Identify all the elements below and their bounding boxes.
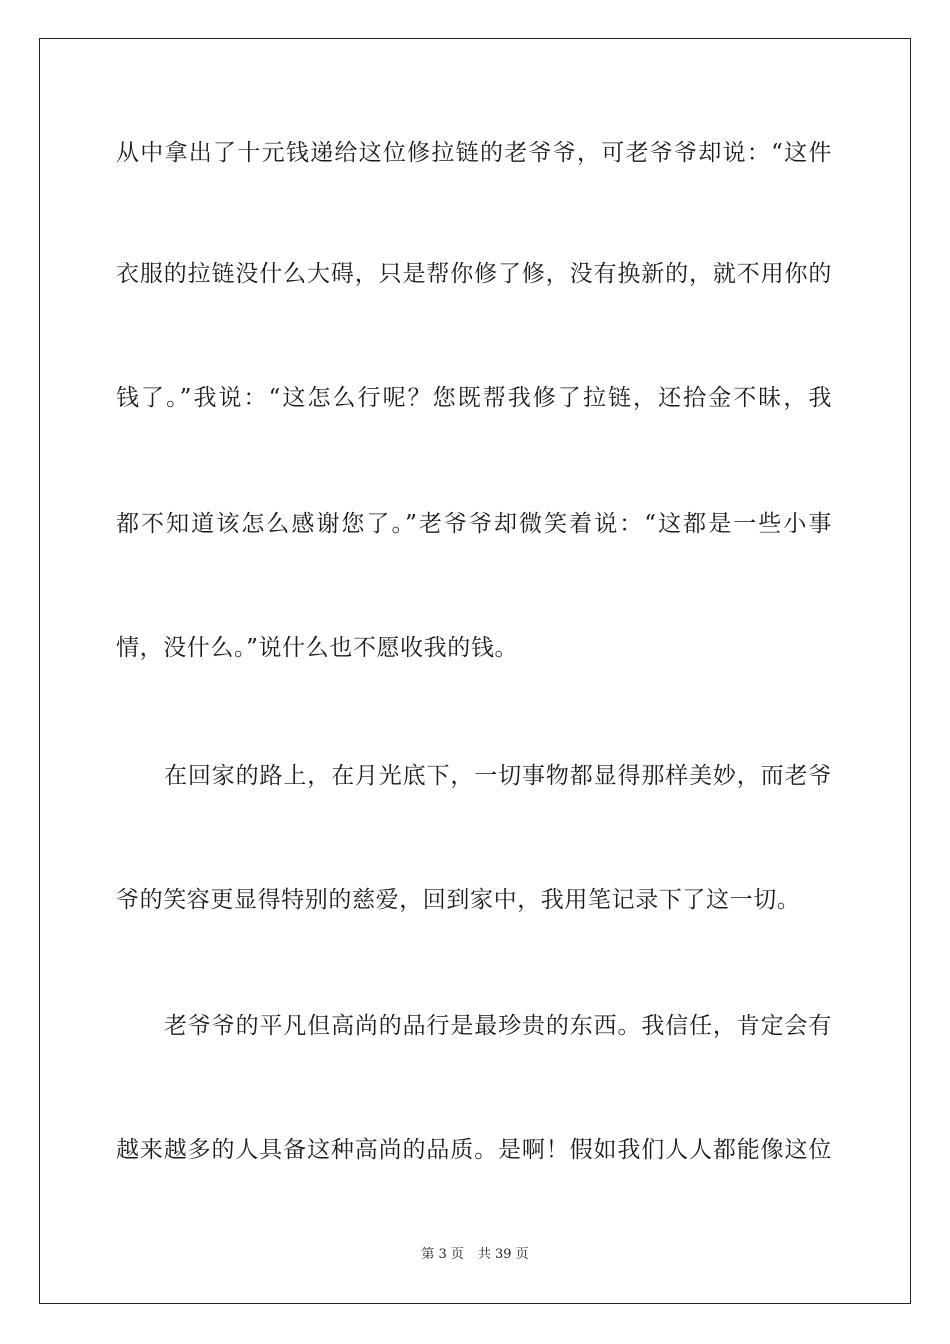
page-footer bbox=[0, 1246, 950, 1264]
text-line-5: 情，没什么。”说什么也不愿收我的钱。 bbox=[116, 635, 519, 661]
total-pages: 共 39 页 bbox=[477, 1247, 529, 1262]
paragraph-2-line-1: 在回家的路上，在月光底下，一切事物都显得那样美妙，而老爷 bbox=[164, 763, 832, 789]
paragraph-2-line-2: 爷的笑容更显得特别的慈爱，回到家中，我用笔记录下了这一切。 bbox=[116, 887, 801, 913]
page-border bbox=[39, 38, 911, 1304]
text-line-1: 从中拿出了十元钱递给这位修拉链的老爷爷，可老爷爷却说：“这件 bbox=[116, 140, 832, 166]
text-line-2: 衣服的拉链没什么大碍，只是帮你修了修，没有换新的，就不用你的 bbox=[116, 261, 832, 287]
page-number: 第 3 页 bbox=[421, 1247, 464, 1262]
text-line-3: 钱了。”我说：“这怎么行呢？您既帮我修了拉链，还拾金不昧，我 bbox=[116, 385, 832, 411]
text-line-4: 都不知道该怎么感谢您了。”老爷爷却微笑着说：“这都是一些小事 bbox=[116, 511, 832, 537]
paragraph-3-line-2: 越来越多的人具备这种高尚的品质。是啊！假如我们人人都能像这位 bbox=[116, 1137, 832, 1163]
paragraph-3-line-1: 老爷爷的平凡但高尚的品行是最珍贵的东西。我信任，肯定会有 bbox=[164, 1013, 832, 1039]
